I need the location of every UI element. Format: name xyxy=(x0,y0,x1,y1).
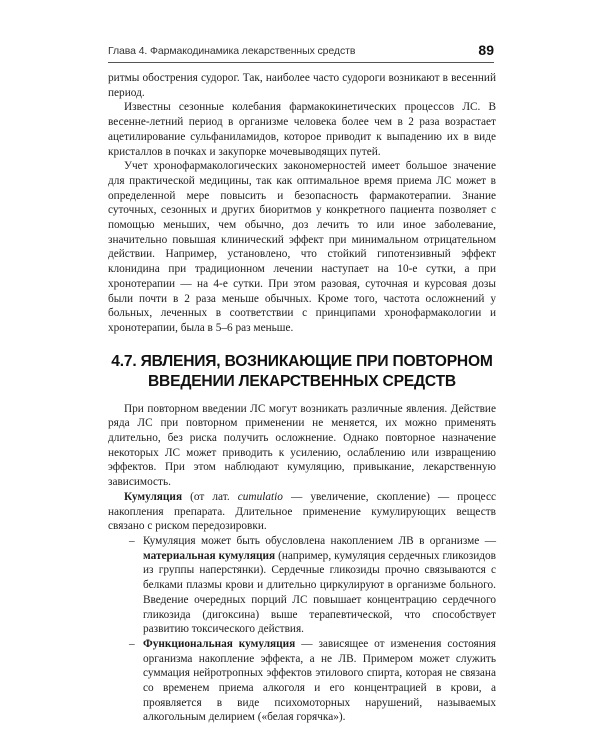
item1-text-before: Кумуляция может быть обусловлена накоплением ЛВ в организме — xyxy=(143,534,496,547)
list-item-functional-cumulation xyxy=(108,637,496,725)
page-body xyxy=(108,71,496,725)
section-heading-line2: ВВЕДЕНИИ ЛЕКАРСТВЕННЫХ СРЕДСТВ xyxy=(148,372,456,390)
term-material-cumulation: материальная кумуляция xyxy=(143,549,276,562)
item2-text-after: — зависящее от изменения состояния организма накопление эффекта, а не ЛВ. Примером может служить суммация нейротропных эффектов этилового спирта, которая не связана со временем приема алкоголя и его концентрацией в крови, а проявляется в виде психомоторных нарушений, называемых алкогольным делирием («белая горячка»). xyxy=(143,637,496,724)
term-functional-cumulation: Функциональная кумуляция xyxy=(143,637,296,650)
paragraph-chronopharmacology: Учет хронофармакологических закономерностей имеет большое значение для практической медицины, так как оптимальное время приема ЛС может в определенной мере повысить и безопасность фармакотерапии. Знание суточных, сезонных и других биоритмов у конкретного пациента позволяет с помощью меньших, чем обычно, доз лечить то или иное заболевание, значительно повышая клинический эффект при минимальном отрицательном действии. Например, установлено, что стойкий гипотензивный эффект клонидина при традиционном лечении наступает на 10-е сутки, а при хронотерапии — на 4-е сутки. При этом разовая, суточная и курсовая дозы были почти в 2 раза меньше обычных. Кроме того, частота осложнений у больных, леченных в соответствии с принципами хронофармакологии и хронотерапии, была в 5–6 раз меньше. xyxy=(108,160,496,334)
cumulation-definition: — увеличение, скопление) — процесс накопления препарата. Длительное применение кумулирующих веществ связано с риском передозировки. xyxy=(108,490,496,533)
paragraph-section-intro: При повторном введении ЛС могут возникать различные явления. Действие ряда ЛС при повторном применении не меняется, их можно применять длительно, без риска получить осложнение. Однако повторное назначение некоторых ЛС может приводить к усилению, ослаблению или извращению эффектов. При этом наблюдают кумуляцию, привыкание, лекарственную зависимость. xyxy=(108,402,496,489)
list-item-material-cumulation xyxy=(108,534,496,637)
section-heading xyxy=(108,352,496,392)
term-cumulation: Кумуляция xyxy=(124,490,183,503)
running-header xyxy=(108,44,494,62)
paragraph-cumulation xyxy=(108,490,496,534)
list-dash: – xyxy=(129,534,135,547)
latin-cumulatio: cumulatio xyxy=(237,490,283,503)
cumulation-from: (от лат. xyxy=(182,490,238,503)
paragraph-continued: ритмы обострения судорог. Так, наиболее часто судороги возникают в весенний период. xyxy=(108,72,496,99)
header-rule xyxy=(108,62,494,63)
page-number: 89 xyxy=(478,42,494,58)
section-heading-line1: 4.7. ЯВЛЕНИЯ, ВОЗНИКАЮЩИЕ ПРИ ПОВТОРНОМ xyxy=(111,352,493,370)
list-dash: – xyxy=(129,637,135,650)
chapter-title: Глава 4. Фармакодинамика лекарственных средств xyxy=(108,45,356,57)
item1-text-after: (например, кумуляция сердечных гликозидов из группы наперстянки). Сердечные гликозиды прочно связываются с белками плазмы крови и длительно циркулируют в организме больного. Введение очередных порций ЛС повышает концентрацию сердечного гликозида (дигоксина) выше терапевтической, что способствует развитию токсического действия. xyxy=(143,549,496,636)
cumulation-types-list xyxy=(108,534,496,725)
paragraph-seasonal: Известны сезонные колебания фармакокинетических процессов ЛС. В весенне-летний период в организме человека более чем в 2 раза возрастает ацетилирование сульфаниламидов, которое приводит к выпадению их в виде кристаллов в почках и закупорке мочевыводящих путей. xyxy=(108,101,496,158)
